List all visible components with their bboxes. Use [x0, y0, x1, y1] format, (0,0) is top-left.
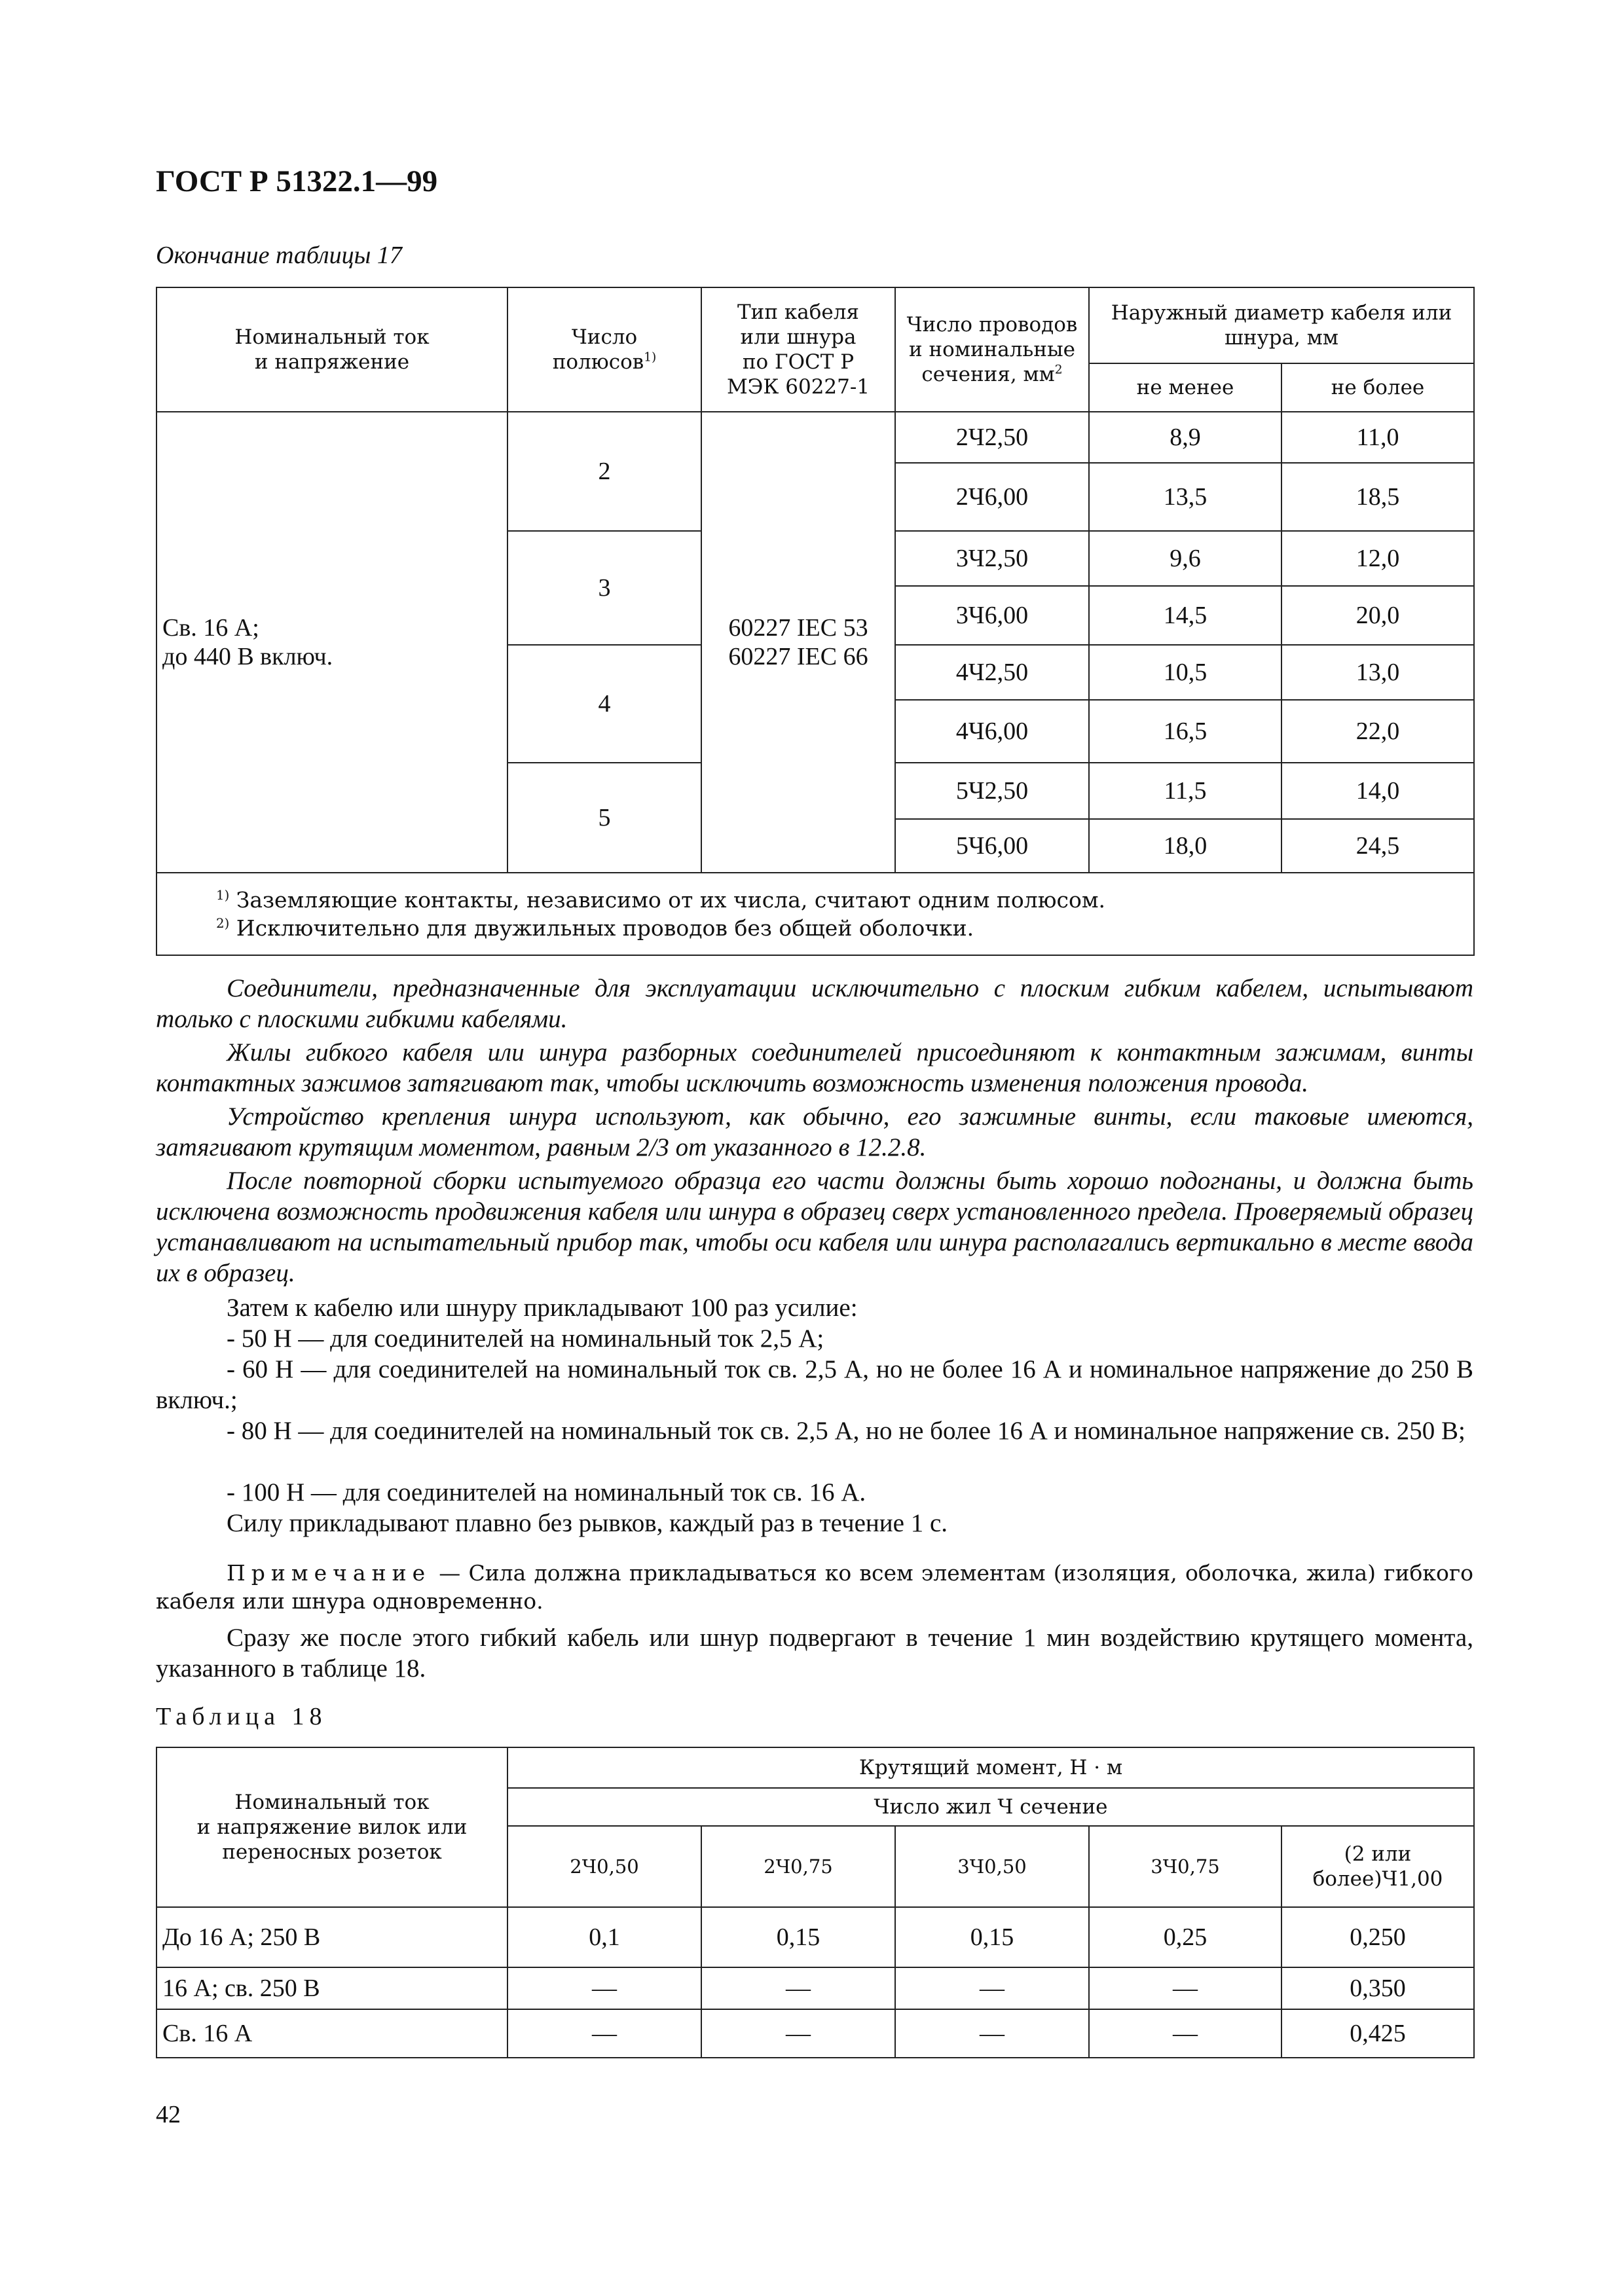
wires-cell: 3Ч6,00	[895, 586, 1089, 645]
header-diameter: Наружный диаметр кабеля или шнура, мм	[1089, 287, 1474, 363]
torque-cell: —	[507, 2009, 701, 2058]
min-cell: 9,6	[1089, 531, 1281, 586]
wires-cell: 2Ч6,00	[895, 463, 1089, 531]
header-min: не менее	[1089, 363, 1281, 412]
paragraph-smooth-force: Силу прикладывают плавно без рывков, каждый раз в течение 1 с.	[227, 1509, 948, 1537]
min-cell: 13,5	[1089, 463, 1281, 531]
max-cell: 13,0	[1281, 645, 1474, 700]
min-cell: 11,5	[1089, 763, 1281, 819]
max-cell: 11,0	[1281, 412, 1474, 463]
col-header: 3Ч0,75	[1089, 1826, 1281, 1907]
min-cell: 8,9	[1089, 412, 1281, 463]
torque-cell: —	[895, 1967, 1089, 2009]
table-18-caption: Таблица 18	[156, 1703, 327, 1730]
header-poles: Число полюсов$^{1)}$	[507, 287, 701, 412]
poles-cell: 5	[507, 763, 701, 873]
header-cores: Число жил Ч сечение	[507, 1788, 1474, 1826]
note	[156, 1559, 1473, 1615]
page-number: 42	[156, 2101, 181, 2128]
wires-cell: 3Ч2,50	[895, 531, 1089, 586]
paragraph-torque: Сразу же после этого гибкий кабель или шнур подвергают в течение 1 мин воздействию крутящего момента, указанного в таблице 18.	[156, 1624, 1473, 1683]
cable-type-cell: 60227 IEC 53 60227 IEC 66	[701, 412, 895, 873]
max-cell: 18,5	[1281, 463, 1474, 531]
row-label: 16 А; св. 250 В	[157, 1967, 507, 2009]
torque-cell: 0,350	[1281, 1967, 1474, 2009]
paragraph-reassembly: После повторной сборки испытуемого образца его части должны быть хорошо подогнаны, и должна быть исключена возможность продвижения кабеля или шнура в образец сверх установленного предела. Проверяемый образец устанавливают на испытательный прибор так, чтобы оси кабеля или шнура располагались вертикально в месте ввода их в образец.	[156, 1167, 1473, 1287]
table-17	[156, 287, 1475, 956]
max-cell: 24,5	[1281, 819, 1474, 873]
torque-cell: 0,15	[701, 1907, 895, 1967]
max-cell: 14,0	[1281, 763, 1474, 819]
wires-cell: 2Ч2,50	[895, 412, 1089, 463]
document-id: ГОСТ Р 51322.1—99	[156, 164, 438, 198]
paragraph-cord-anchorage: Устройство крепления шнура используют, как обычно, его зажимные винты, если таковые имеются, затягивают крутящим моментом, равным 2/3 от указанного в 12.2.8.	[156, 1102, 1473, 1161]
footnote-1: $^{1)}$ Заземляющие контакты, независимо от их числа, считают одним полюсом.	[216, 887, 1105, 913]
col-header: 2Ч0,75	[701, 1826, 895, 1907]
min-cell: 16,5	[1089, 700, 1281, 763]
min-cell: 18,0	[1089, 819, 1281, 873]
torque-cell: —	[1089, 1967, 1281, 2009]
max-cell: 20,0	[1281, 586, 1474, 645]
torque-cell: —	[701, 1967, 895, 2009]
col-header: (2 или более)Ч1,00	[1281, 1826, 1474, 1907]
wires-cell: 5Ч2,50	[895, 763, 1089, 819]
col-header: 2Ч0,50	[507, 1826, 701, 1907]
list-item-force-60: - 60 Н — для соединителей на номинальный ток св. 2,5 А, но не более 16 А и номинальное напряжение до 250 В включ.;	[156, 1355, 1473, 1414]
poles-cell: 4	[507, 645, 701, 763]
row-label: До 16 А; 250 В	[157, 1907, 507, 1967]
row-label: Св. 16 А	[157, 2009, 507, 2058]
header-torque: Крутящий момент, Н · м	[507, 1747, 1474, 1788]
table-17-caption: Окончание таблицы 17	[156, 242, 402, 269]
torque-cell: 0,250	[1281, 1907, 1474, 1967]
list-item-force-100: - 100 Н — для соединителей на номинальный ток св. 16 А.	[227, 1478, 866, 1506]
torque-cell: —	[1089, 2009, 1281, 2058]
header-cable-type: Тип кабеля или шнура по ГОСТ Р МЭК 60227-1	[701, 287, 895, 412]
list-item-force-50: - 50 Н — для соединителей на номинальный ток 2,5 А;	[227, 1324, 824, 1353]
torque-cell: 0,1	[507, 1907, 701, 1967]
table-18	[156, 1747, 1475, 2058]
min-cell: 10,5	[1089, 645, 1281, 700]
note-label: Примечание	[227, 1560, 432, 1586]
note-text: — Сила должна прикладываться ко всем элементам (изоляция, оболочка, жила) гибкого кабеля или шнура одновременно.	[156, 1560, 1473, 1614]
torque-cell: 0,15	[895, 1907, 1089, 1967]
paragraph-cores: Жилы гибкого кабеля или шнура разборных соединителей присоединяют к контактным зажимам, винты контактных зажимов затягивают так, чтобы исключить возможность изменения положения провода.	[156, 1038, 1473, 1097]
wires-cell: 4Ч2,50	[895, 645, 1089, 700]
header-max: не более	[1281, 363, 1474, 412]
footnote-2: $^{2)}$ Исключительно для двужильных проводов без общей оболочки.	[216, 915, 974, 941]
torque-cell: 0,25	[1089, 1907, 1281, 1967]
paragraph-pull-force: Затем к кабелю или шнуру прикладывают 100 раз усилие:	[227, 1294, 858, 1322]
header-rating: Номинальный ток и напряжение вилок или переносных розеток	[157, 1747, 507, 1907]
current-value-cell: Св. 16 А; до 440 В включ.	[157, 412, 507, 873]
torque-cell: 0,425	[1281, 2009, 1474, 2058]
col-header: 3Ч0,50	[895, 1826, 1089, 1907]
header-wires: Число проводов и номинальные сечения, $мм^2$	[895, 287, 1089, 412]
wires-cell: 5Ч6,00	[895, 819, 1089, 873]
header-current: Номинальный ток и напряжение	[157, 287, 507, 412]
max-cell: 12,0	[1281, 531, 1474, 586]
table-17-footnotes	[157, 873, 1474, 955]
torque-cell: —	[895, 2009, 1089, 2058]
torque-cell: —	[507, 1967, 701, 2009]
wires-cell: 4Ч6,00	[895, 700, 1089, 763]
poles-cell: 3	[507, 531, 701, 645]
poles-cell: 2	[507, 412, 701, 531]
min-cell: 14,5	[1089, 586, 1281, 645]
list-item-force-80: - 80 Н — для соединителей на номинальный ток св. 2,5 А, но не более 16 А и номинальное напряжение св. 250 В;	[227, 1417, 1465, 1445]
paragraph-flat-cable: Соединители, предназначенные для эксплуатации исключительно с плоским гибким кабелем, испытывают только с плоскими гибкими кабелями.	[156, 974, 1473, 1033]
torque-cell: —	[701, 2009, 895, 2058]
max-cell: 22,0	[1281, 700, 1474, 763]
